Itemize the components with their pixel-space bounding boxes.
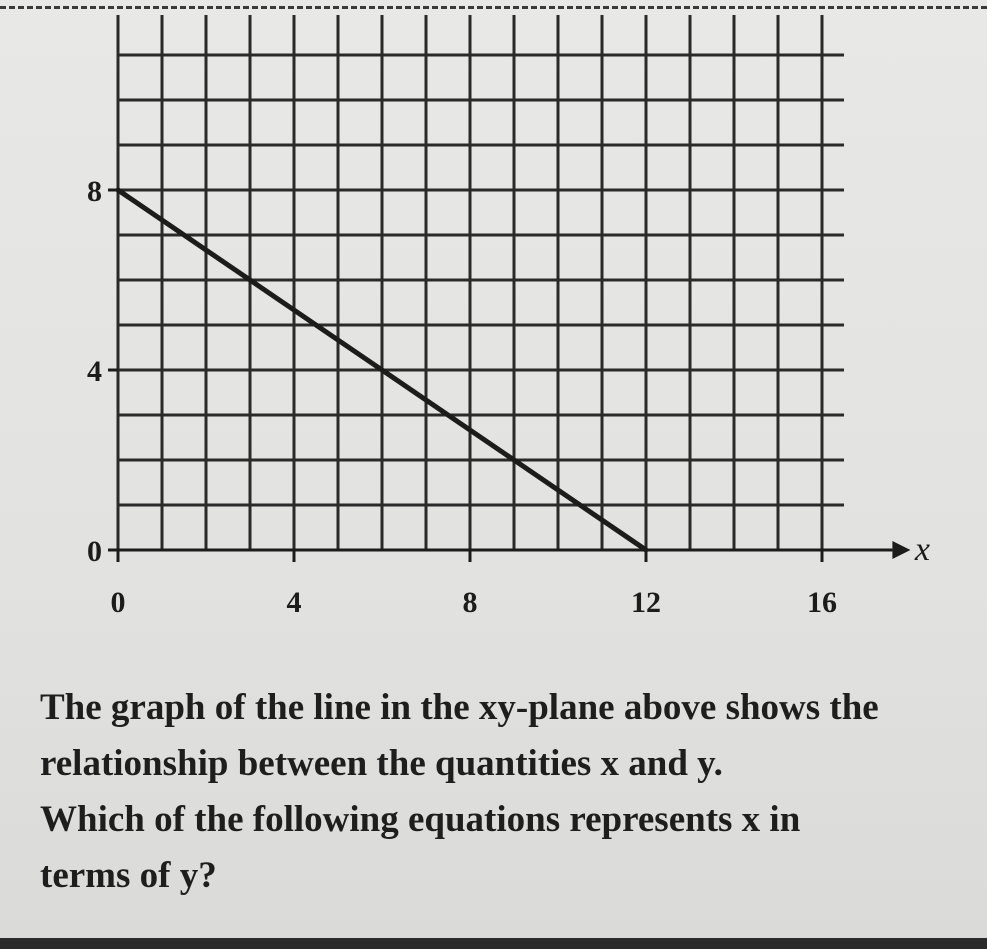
x-tick-label: 4	[286, 586, 302, 619]
x-axis-arrow-icon	[892, 541, 910, 559]
y-tick-label: 8	[87, 175, 102, 208]
x-tick-label: 16	[807, 586, 837, 619]
question-line-2: relationship between the quantities x and y.	[40, 743, 723, 784]
question-line-4: terms of y?	[40, 855, 217, 896]
grid-layer	[118, 15, 844, 550]
bottom-edge-bar	[0, 938, 987, 949]
y-tick-label: 4	[87, 355, 102, 388]
x-axis-label: x	[914, 531, 930, 568]
question-text	[40, 680, 970, 904]
y-tick-label: 0	[87, 535, 102, 568]
x-tick-label: 0	[110, 586, 126, 619]
label-layer	[87, 175, 930, 619]
question-line-3: Which of the following equations represents x in	[40, 799, 801, 840]
question-line-1: The graph of the line in the xy-plane above shows the	[40, 687, 879, 728]
x-tick-label: 8	[462, 586, 478, 619]
x-tick-label: 12	[631, 586, 661, 619]
